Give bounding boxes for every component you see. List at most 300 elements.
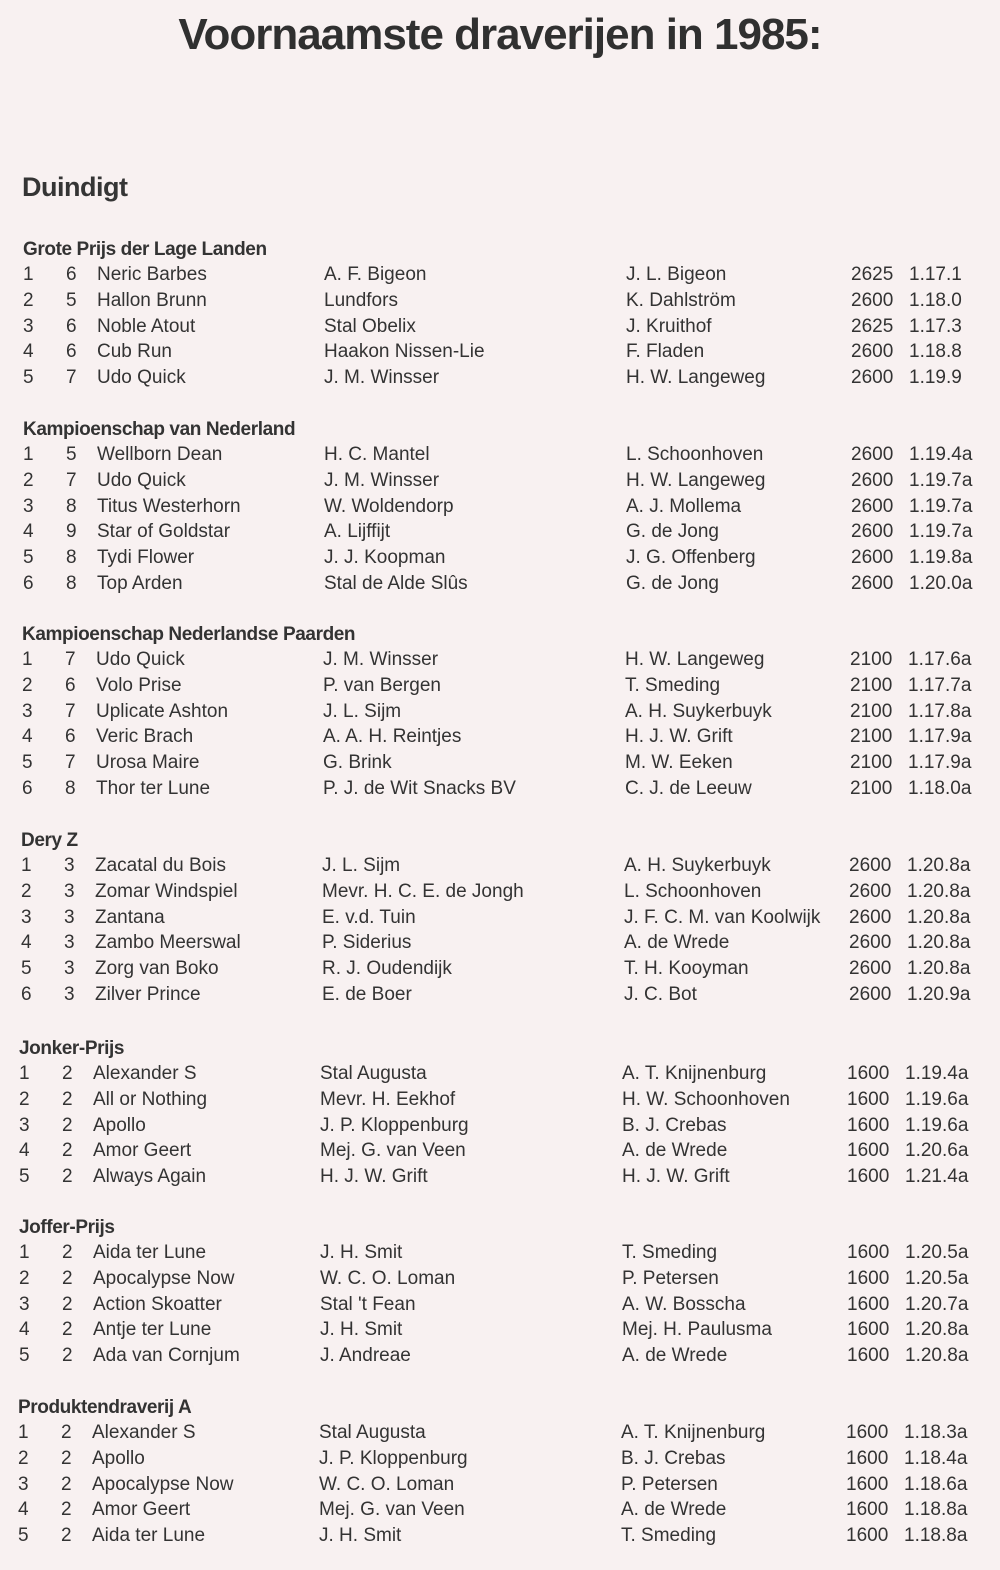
horse-name-cell: Urosa Maire [96, 752, 200, 774]
age-cell: 6 [65, 726, 76, 748]
race-title: Produktendraverij A [18, 1397, 192, 1418]
time-cell: 1.17.9a [908, 752, 972, 774]
time-cell: 1.18.3a [904, 1422, 968, 1443]
driver-cell: J. C. Bot [624, 983, 697, 1005]
table-row [23, 442, 973, 468]
distance-cell: 2600 [851, 444, 894, 465]
horse-name-cell: Zacatal du Bois [95, 855, 226, 876]
distance-cell: 1600 [847, 1293, 890, 1315]
horse-name-cell: Zambo Meerswal [95, 932, 241, 954]
table-row [18, 1497, 968, 1523]
table-row [23, 519, 973, 545]
horse-name-cell: Apocalypse Now [92, 1473, 234, 1495]
horse-name-cell: Hallon Brunn [97, 289, 207, 311]
horse-name-cell: Cub Run [97, 341, 172, 363]
table-row [22, 724, 972, 750]
distance-cell: 2600 [849, 855, 892, 876]
horse-name-cell: Aida ter Lune [93, 1242, 207, 1263]
age-cell: 8 [66, 495, 77, 517]
owner-cell: J. P. Kloppenburg [319, 1447, 468, 1469]
age-cell: 8 [66, 572, 77, 594]
time-cell: 1.17.3 [909, 315, 962, 337]
driver-cell: A. W. Bosscha [622, 1293, 746, 1315]
table-row [19, 1164, 969, 1190]
position-cell: 3 [22, 700, 33, 722]
owner-cell: J. M. Winsser [323, 649, 439, 670]
position-cell: 4 [19, 1140, 30, 1162]
horse-name-cell: Top Arden [97, 572, 183, 594]
horse-name-cell: Amor Geert [92, 1499, 191, 1521]
age-cell: 6 [66, 341, 77, 363]
age-cell: 2 [62, 1088, 73, 1110]
distance-cell: 2600 [851, 289, 894, 311]
table-row [22, 776, 972, 802]
time-cell: 1.19.6a [905, 1114, 969, 1136]
position-cell: 6 [23, 572, 34, 594]
position-cell: 1 [19, 1063, 30, 1084]
horse-name-cell: Tydi Flower [97, 547, 195, 569]
driver-cell: H. W. Langeweg [626, 469, 766, 491]
owner-cell: A. F. Bigeon [324, 264, 427, 285]
horse-name-cell: Antje ter Lune [93, 1319, 212, 1341]
table-row [19, 1138, 969, 1164]
age-cell: 9 [66, 521, 77, 543]
driver-cell: G. de Jong [626, 521, 719, 543]
owner-cell: E. de Boer [322, 983, 412, 1005]
position-cell: 3 [23, 315, 34, 337]
age-cell: 7 [65, 700, 76, 722]
time-cell: 1.17.1 [909, 264, 962, 285]
age-cell: 2 [62, 1242, 73, 1263]
race-section [18, 1395, 968, 1549]
age-cell: 3 [64, 855, 75, 876]
horse-name-cell: Veric Brach [96, 726, 194, 748]
horse-name-cell: Action Skoatter [93, 1293, 222, 1315]
position-cell: 1 [21, 855, 32, 876]
time-cell: 1.19.9 [909, 367, 962, 389]
table-row [21, 930, 971, 956]
position-cell: 1 [22, 649, 33, 670]
horse-name-cell: Aida ter Lune [92, 1525, 206, 1547]
distance-cell: 2100 [850, 674, 893, 696]
horse-name-cell: Alexander S [92, 1422, 196, 1443]
age-cell: 3 [64, 906, 75, 928]
driver-cell: A. de Wrede [624, 932, 730, 954]
driver-cell: J. L. Bigeon [626, 264, 727, 285]
age-cell: 2 [62, 1114, 73, 1136]
table-row [18, 1446, 968, 1472]
distance-cell: 1600 [847, 1242, 890, 1263]
position-cell: 5 [19, 1345, 30, 1367]
driver-cell: A. de Wrede [622, 1345, 728, 1367]
distance-cell: 2100 [850, 777, 893, 799]
distance-cell: 2600 [851, 572, 894, 594]
distance-cell: 1600 [847, 1319, 890, 1341]
table-row [22, 699, 972, 725]
age-cell: 8 [65, 777, 76, 799]
distance-cell: 2600 [851, 341, 894, 363]
horse-name-cell: Udo Quick [96, 649, 185, 670]
table-row [21, 879, 971, 905]
driver-cell: Mej. H. Paulusma [622, 1319, 772, 1341]
horse-name-cell: Udo Quick [97, 469, 186, 491]
driver-cell: H. W. Langeweg [625, 649, 765, 670]
driver-cell: H. J. W. Grift [622, 1166, 730, 1188]
driver-cell: A. de Wrede [622, 1140, 728, 1162]
time-cell: 1.20.8a [907, 906, 971, 928]
table-row [23, 571, 973, 597]
position-cell: 4 [22, 726, 33, 748]
time-cell: 1.19.8a [909, 547, 973, 569]
time-cell: 1.18.8a [904, 1525, 968, 1547]
race-section [19, 1215, 969, 1369]
time-cell: 1.21.4a [905, 1166, 969, 1188]
age-cell: 3 [64, 958, 75, 980]
distance-cell: 1600 [847, 1088, 890, 1110]
driver-cell: A. J. Mollema [626, 495, 742, 517]
distance-cell: 2600 [851, 521, 894, 543]
driver-cell: H. W. Langeweg [626, 367, 766, 389]
owner-cell: J. H. Smit [319, 1525, 402, 1547]
position-cell: 2 [19, 1088, 30, 1110]
driver-cell: K. Dahlström [626, 289, 736, 311]
owner-cell: W. C. O. Loman [319, 1473, 455, 1495]
race-section [23, 237, 960, 391]
age-cell: 7 [66, 469, 77, 491]
horse-name-cell: Zomar Windspiel [95, 880, 238, 902]
owner-cell: J. Andreae [320, 1345, 411, 1367]
table-row [22, 673, 972, 699]
owner-cell: Lundfors [324, 289, 398, 311]
owner-cell: J. L. Sijm [323, 700, 402, 722]
driver-cell: A. H. Suykerbuyk [624, 855, 771, 876]
age-cell: 2 [61, 1447, 72, 1469]
table-row [19, 1266, 969, 1292]
race-title: Kampioenschap Nederlandse Paarden [22, 624, 356, 645]
owner-cell: W. C. O. Loman [320, 1267, 456, 1289]
age-cell: 2 [62, 1319, 73, 1341]
distance-cell: 2600 [851, 495, 894, 517]
driver-cell: F. Fladen [626, 341, 705, 363]
time-cell: 1.18.8 [909, 341, 962, 363]
driver-cell: H. J. W. Grift [625, 726, 733, 748]
table-row [23, 468, 973, 494]
age-cell: 6 [66, 264, 77, 285]
age-cell: 5 [66, 444, 77, 465]
owner-cell: G. Brink [323, 752, 392, 774]
horse-name-cell: Apocalypse Now [93, 1267, 235, 1289]
horse-name-cell: Uplicate Ashton [96, 700, 229, 722]
race-title: Dery Z [21, 830, 78, 851]
distance-cell: 2100 [850, 700, 893, 722]
horse-name-cell: Always Again [93, 1166, 207, 1188]
driver-cell: G. de Jong [626, 572, 719, 594]
distance-cell: 1600 [847, 1345, 890, 1367]
driver-cell: L. Schoonhoven [624, 880, 762, 902]
age-cell: 7 [65, 752, 76, 774]
horse-name-cell: Titus Westerhorn [97, 495, 241, 517]
distance-cell: 1600 [846, 1525, 889, 1547]
owner-cell: Mevr. H. C. E. de Jongh [322, 880, 524, 902]
position-cell: 1 [18, 1422, 29, 1443]
race-title: Kampioenschap van Nederland [23, 419, 296, 440]
table-row [23, 545, 973, 571]
table-row [23, 494, 973, 520]
age-cell: 5 [66, 289, 77, 311]
position-cell: 3 [19, 1293, 30, 1315]
race-section [19, 1036, 969, 1190]
driver-cell: J. G. Offenberg [626, 547, 756, 569]
time-cell: 1.20.8a [907, 855, 971, 876]
table-row [19, 1317, 969, 1343]
position-cell: 5 [18, 1525, 29, 1547]
distance-cell: 1600 [847, 1114, 890, 1136]
driver-cell: J. Kruithof [626, 315, 712, 337]
time-cell: 1.20.7a [905, 1293, 969, 1315]
driver-cell: B. J. Crebas [622, 1114, 727, 1136]
distance-cell: 2600 [849, 880, 892, 902]
table-row [18, 1420, 968, 1446]
age-cell: 2 [62, 1063, 73, 1084]
age-cell: 2 [62, 1293, 73, 1315]
time-cell: 1.20.8a [905, 1319, 969, 1341]
distance-cell: 1600 [847, 1166, 890, 1188]
driver-cell: A. T. Knijnenburg [621, 1422, 766, 1443]
position-cell: 3 [21, 906, 32, 928]
owner-cell: Stal Augusta [320, 1063, 427, 1084]
position-cell: 2 [22, 674, 33, 696]
distance-cell: 1600 [847, 1267, 890, 1289]
time-cell: 1.20.8a [907, 880, 971, 902]
horse-name-cell: Ada van Cornjum [93, 1345, 240, 1367]
driver-cell: A. H. Suykerbuyk [625, 700, 772, 722]
horse-name-cell: Zilver Prince [95, 983, 201, 1005]
time-cell: 1.19.6a [905, 1088, 969, 1110]
owner-cell: P. Siderius [322, 932, 412, 954]
distance-cell: 2100 [850, 649, 893, 670]
table-row [23, 288, 960, 314]
position-cell: 5 [23, 547, 34, 569]
horse-name-cell: Volo Prise [96, 674, 182, 696]
distance-cell: 2600 [849, 932, 892, 954]
horse-name-cell: Amor Geert [93, 1140, 192, 1162]
time-cell: 1.18.0 [909, 289, 962, 311]
time-cell: 1.20.6a [905, 1140, 969, 1162]
owner-cell: J. H. Smit [320, 1319, 403, 1341]
table-row [22, 750, 972, 776]
owner-cell: H. C. Mantel [324, 444, 430, 465]
position-cell: 4 [19, 1319, 30, 1341]
horse-name-cell: Apollo [92, 1447, 145, 1469]
time-cell: 1.18.4a [904, 1447, 968, 1469]
age-cell: 2 [62, 1166, 73, 1188]
race-section [22, 622, 972, 802]
age-cell: 3 [64, 983, 75, 1005]
position-cell: 2 [18, 1447, 29, 1469]
time-cell: 1.20.0a [909, 572, 973, 594]
horse-name-cell: Udo Quick [97, 367, 186, 389]
position-cell: 2 [21, 880, 32, 902]
horse-name-cell: Neric Barbes [97, 264, 207, 285]
time-cell: 1.20.9a [907, 983, 971, 1005]
distance-cell: 2600 [851, 469, 894, 491]
distance-cell: 2625 [851, 264, 894, 285]
position-cell: 4 [23, 521, 34, 543]
owner-cell: Stal 't Fean [320, 1293, 416, 1315]
time-cell: 1.17.8a [908, 700, 972, 722]
owner-cell: A. Lijffijt [324, 521, 391, 543]
race-title: Joffer-Prijs [19, 1217, 115, 1238]
age-cell: 2 [61, 1525, 72, 1547]
distance-cell: 2625 [851, 315, 894, 337]
driver-cell: T. Smeding [625, 674, 721, 696]
horse-name-cell: Star of Goldstar [97, 521, 231, 543]
venue-title: Duindigt [22, 172, 128, 202]
page-title: Voornaamste draverijen in 1985: [178, 10, 822, 59]
driver-cell: A. de Wrede [621, 1499, 727, 1521]
distance-cell: 2600 [849, 958, 892, 980]
owner-cell: E. v.d. Tuin [322, 906, 416, 928]
horse-name-cell: Apollo [93, 1114, 146, 1136]
driver-cell: T. Smeding [622, 1242, 718, 1263]
table-row [19, 1343, 969, 1369]
driver-cell: L. Schoonhoven [626, 444, 764, 465]
position-cell: 3 [23, 495, 34, 517]
time-cell: 1.18.8a [904, 1499, 968, 1521]
race-title: Grote Prijs der Lage Landen [23, 239, 267, 260]
table-row [19, 1113, 969, 1139]
driver-cell: B. J. Crebas [621, 1447, 726, 1469]
table-row [22, 647, 972, 673]
horse-name-cell: Noble Atout [97, 315, 196, 337]
age-cell: 2 [62, 1345, 73, 1367]
distance-cell: 2600 [849, 983, 892, 1005]
distance-cell: 2100 [850, 752, 893, 774]
owner-cell: Mej. G. van Veen [320, 1140, 466, 1162]
table-row [21, 956, 971, 982]
age-cell: 2 [61, 1422, 72, 1443]
position-cell: 4 [21, 932, 32, 954]
age-cell: 6 [65, 674, 76, 696]
distance-cell: 2100 [850, 726, 893, 748]
owner-cell: Stal Obelix [324, 315, 416, 337]
owner-cell: P. J. de Wit Snacks BV [323, 777, 516, 799]
race-title: Jonker-Prijs [19, 1038, 125, 1059]
time-cell: 1.17.7a [908, 674, 972, 696]
horse-name-cell: All or Nothing [93, 1088, 208, 1110]
owner-cell: Mej. G. van Veen [319, 1499, 465, 1521]
age-cell: 3 [64, 932, 75, 954]
position-cell: 2 [19, 1267, 30, 1289]
position-cell: 1 [23, 444, 34, 465]
age-cell: 2 [62, 1267, 73, 1289]
distance-cell: 1600 [847, 1063, 890, 1084]
horse-name-cell: Thor ter Lune [96, 777, 211, 799]
distance-cell: 2600 [849, 906, 892, 928]
position-cell: 1 [19, 1242, 30, 1263]
owner-cell: H. J. W. Grift [320, 1166, 428, 1188]
distance-cell: 1600 [846, 1422, 889, 1443]
owner-cell: J. H. Smit [320, 1242, 403, 1263]
time-cell: 1.17.6a [908, 649, 972, 670]
time-cell: 1.19.7a [909, 521, 973, 543]
time-cell: 1.20.5a [905, 1242, 969, 1263]
distance-cell: 1600 [846, 1499, 889, 1521]
table-row [19, 1240, 969, 1266]
owner-cell: Stal Augusta [319, 1422, 426, 1443]
table-row [23, 314, 960, 340]
race-section [23, 417, 973, 597]
table-row [21, 853, 971, 879]
driver-cell: T. H. Kooyman [624, 958, 749, 980]
driver-cell: A. T. Knijnenburg [622, 1063, 767, 1084]
age-cell: 7 [65, 649, 76, 670]
position-cell: 6 [22, 777, 33, 799]
age-cell: 2 [62, 1140, 73, 1162]
age-cell: 2 [61, 1473, 72, 1495]
driver-cell: C. J. de Leeuw [625, 777, 752, 799]
horse-name-cell: Wellborn Dean [97, 444, 223, 465]
owner-cell: J. L. Sijm [322, 855, 401, 876]
horse-name-cell: Zorg van Boko [95, 958, 219, 980]
distance-cell: 1600 [846, 1473, 889, 1495]
time-cell: 1.20.5a [905, 1267, 969, 1289]
age-cell: 2 [61, 1499, 72, 1521]
position-cell: 3 [18, 1473, 29, 1495]
driver-cell: M. W. Eeken [625, 752, 733, 774]
time-cell: 1.20.8a [905, 1345, 969, 1367]
age-cell: 3 [64, 880, 75, 902]
distance-cell: 1600 [847, 1140, 890, 1162]
position-cell: 3 [19, 1114, 30, 1136]
owner-cell: W. Woldendorp [324, 495, 454, 517]
time-cell: 1.20.8a [907, 958, 971, 980]
owner-cell: Haakon Nissen-Lie [324, 341, 485, 363]
position-cell: 5 [23, 367, 34, 389]
horse-name-cell: Zantana [95, 906, 165, 928]
distance-cell: 1600 [846, 1447, 889, 1469]
driver-cell: T. Smeding [621, 1525, 717, 1547]
driver-cell: P. Petersen [622, 1267, 719, 1289]
position-cell: 6 [21, 983, 32, 1005]
owner-cell: P. van Bergen [323, 674, 441, 696]
owner-cell: Mevr. H. Eekhof [320, 1088, 456, 1110]
time-cell: 1.17.9a [908, 726, 972, 748]
position-cell: 4 [23, 341, 34, 363]
driver-cell: P. Petersen [621, 1473, 718, 1495]
race-section [21, 828, 971, 1008]
table-row [21, 982, 971, 1008]
owner-cell: J. M. Winsser [324, 367, 440, 389]
time-cell: 1.20.8a [907, 932, 971, 954]
position-cell: 5 [21, 958, 32, 980]
position-cell: 2 [23, 289, 34, 311]
position-cell: 1 [23, 264, 34, 285]
position-cell: 5 [19, 1166, 30, 1188]
age-cell: 8 [66, 547, 77, 569]
table-row [19, 1292, 969, 1318]
time-cell: 1.19.4a [909, 444, 973, 465]
horse-name-cell: Alexander S [93, 1063, 197, 1084]
table-row [18, 1523, 968, 1549]
age-cell: 6 [66, 315, 77, 337]
time-cell: 1.18.6a [904, 1473, 968, 1495]
table-row [23, 262, 960, 288]
owner-cell: Stal de Alde Slûs [324, 572, 468, 594]
owner-cell: A. A. H. Reintjes [323, 726, 462, 748]
table-row [19, 1087, 969, 1113]
position-cell: 2 [23, 469, 34, 491]
